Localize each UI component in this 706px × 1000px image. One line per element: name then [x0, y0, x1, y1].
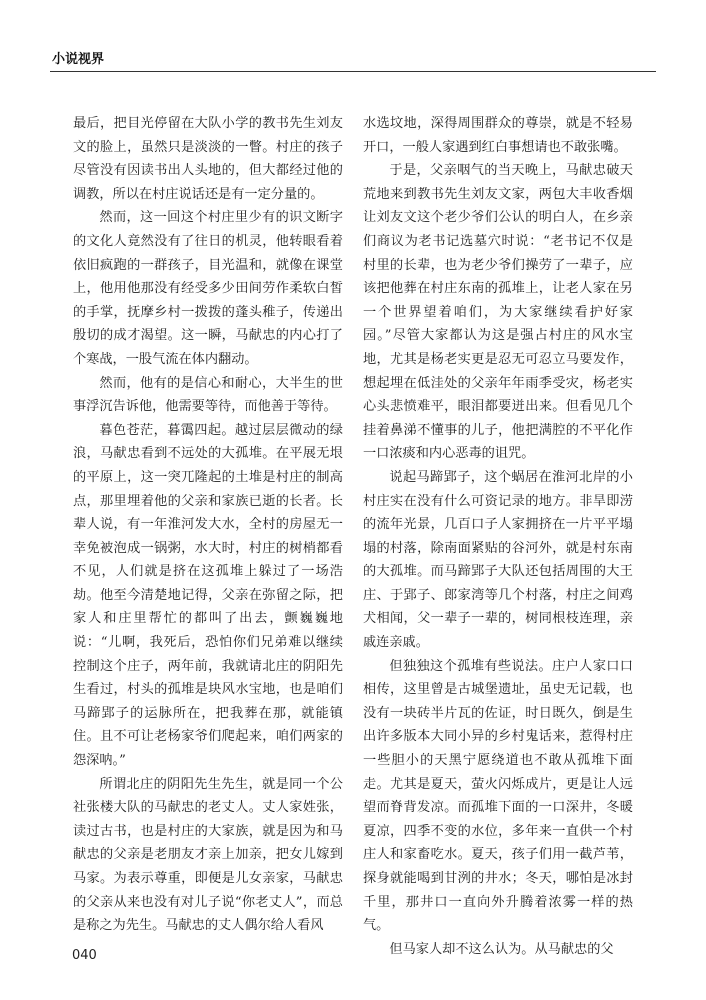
page-number: 040 [72, 948, 97, 963]
right-column [363, 112, 633, 961]
paragraph: 所谓北庄的阴阳先生先生，就是同一个公社张楼大队的马献忠的老丈人。丈人家姓张，读过古书，也是村庄的大家族，就是因为和马献忠的父亲是老朋友才亲上加亲，把女儿嫁到马家。为表示尊重，即便是儿女亲家，马献忠的父亲从来也没有对儿子说“你老丈人”，而总是称之为先生。马献忠的丈人偶尔给人看风 [73, 776, 343, 934]
paragraph: 然而，这一回这个村庄里少有的识文断字的文化人竟然没有了往日的机灵，他转眼看着依旧疯跑的一群孩子，目光温和，就像在课堂上，他用他那没有经受多少田间劳作柔软白皙的手掌，抚摩乡村一拨拨的蓬头稚子，传递出殷切的成才渴望。这一瞬，马献忠的内心打了个寒战，一股气流在体内翻动。 [73, 210, 343, 367]
paragraph: 水选坟地，深得周围群众的尊崇，就是不轻易开口，一般人家遇到红白事想请也不敢张嘴。 [363, 116, 633, 155]
paragraph: 说起马蹄郢子，这个蜗居在淮河北岸的小村庄实在没有什么可资记录的地方。非旱即涝的流年光景，几百口子人家拥挤在一片平平塌塌的村落，除南面紧贴的谷河外，就是村东南的大孤堆。而马蹄郢子大队还包括周围的大王庄、于郢子、郎家湾等几个村落，村庄之间鸡犬相闻，父一辈子一辈的，树同根枝连理，亲戚连亲戚。 [363, 469, 633, 651]
section-title: 小说视界 [52, 52, 105, 67]
paragraph: 然而，他有的是信心和耐心，大半生的世事浮沉告诉他，他需要等待，而他善于等待。 [73, 375, 343, 415]
paragraph: 最后，把目光停留在大队小学的教书先生刘友文的脸上，虽然只是淡淡的一瞥。村庄的孩子尽管没有因读书出人头地的，但大都经过他的调教，所以在村庄说话还是有一定分量的。 [73, 116, 343, 202]
left-column [73, 112, 343, 938]
paragraph: 暮色苍茫，暮霭四起。越过层层微动的绿浪，马献忠看到不远处的大孤堆。在平展无垠的平原上，这一突兀隆起的土堆是村庄的制高点，那里埋着他的父亲和家族已逝的长者。长辈人说，有一年淮河发大水，全村的房屋无一幸免被泡成一锅粥，水大时，村庄的树梢都看不见，人们就是挤在这孤堆上躲过了一场浩劫。他至今清楚地记得，父亲在弥留之际，把家人和庄里帮忙的都叫了出去，颤巍巍地说：“儿啊，我死后，恐怕你们兄弟难以继续控制这个庄子，两年前，我就请北庄的阴阳先生看过，村头的孤堆是块风水宝地，也是咱们马蹄郢子的运脉所在，把我葬在那，就能镇住。且不可让老杨家爷们爬起来，咱们两家的怨深呐。” [73, 422, 343, 769]
page-header [50, 40, 656, 74]
paragraph: 于是，父亲咽气的当天晚上，马献忠破天荒地来到教书先生刘友文家，两包大丰收香烟让刘友文这个老少爷们公认的明白人，在乡亲们商议为老书记选墓穴时说：“老书记不仅是村里的长辈，也为老少爷们操劳了一辈子，应该把他葬在村庄东南的孤堆上，让老人家在另一个世界望着咱们，为大家继续看护好家园。”尽管大家都认为这是强占村庄的风水宝地，尤其是杨老实更是忍无可忍立马要发作，想起埋在低洼处的父亲年年雨季受灾，杨老实心头悲愤难平，眼泪都要迸出来。但看见几个挂着鼻涕不懂事的儿子，他把满腔的不平化作一口浓痰和内心恶毒的诅咒。 [363, 163, 633, 462]
paragraph: 但独独这个孤堆有些说法。庄户人家口口相传，这里曾是古城堡遗址，虽史无记载，也没有一块砖半片瓦的佐证，时日既久，倒是生出许多版本大同小异的乡村鬼话来，惹得村庄一些胆小的天黑宁愿绕道也不敢从孤堆下面走。尤其是夏天，萤火闪烁成片，更是让人远望而脊背发凉。而孤堆下面的一口深井，冬暖夏凉，四季不变的水位，多年来一直供一个村庄人和家畜吃水。夏天，孩子们用一截芦苇，探身就能喝到甘洌的井水；冬天，哪怕是冰封千里，那井口一直向外升腾着浓雾一样的热气。 [363, 658, 633, 934]
paragraph: 但马家人却不这么认为。从马献忠的父 [389, 941, 614, 957]
header-divider [50, 71, 656, 72]
